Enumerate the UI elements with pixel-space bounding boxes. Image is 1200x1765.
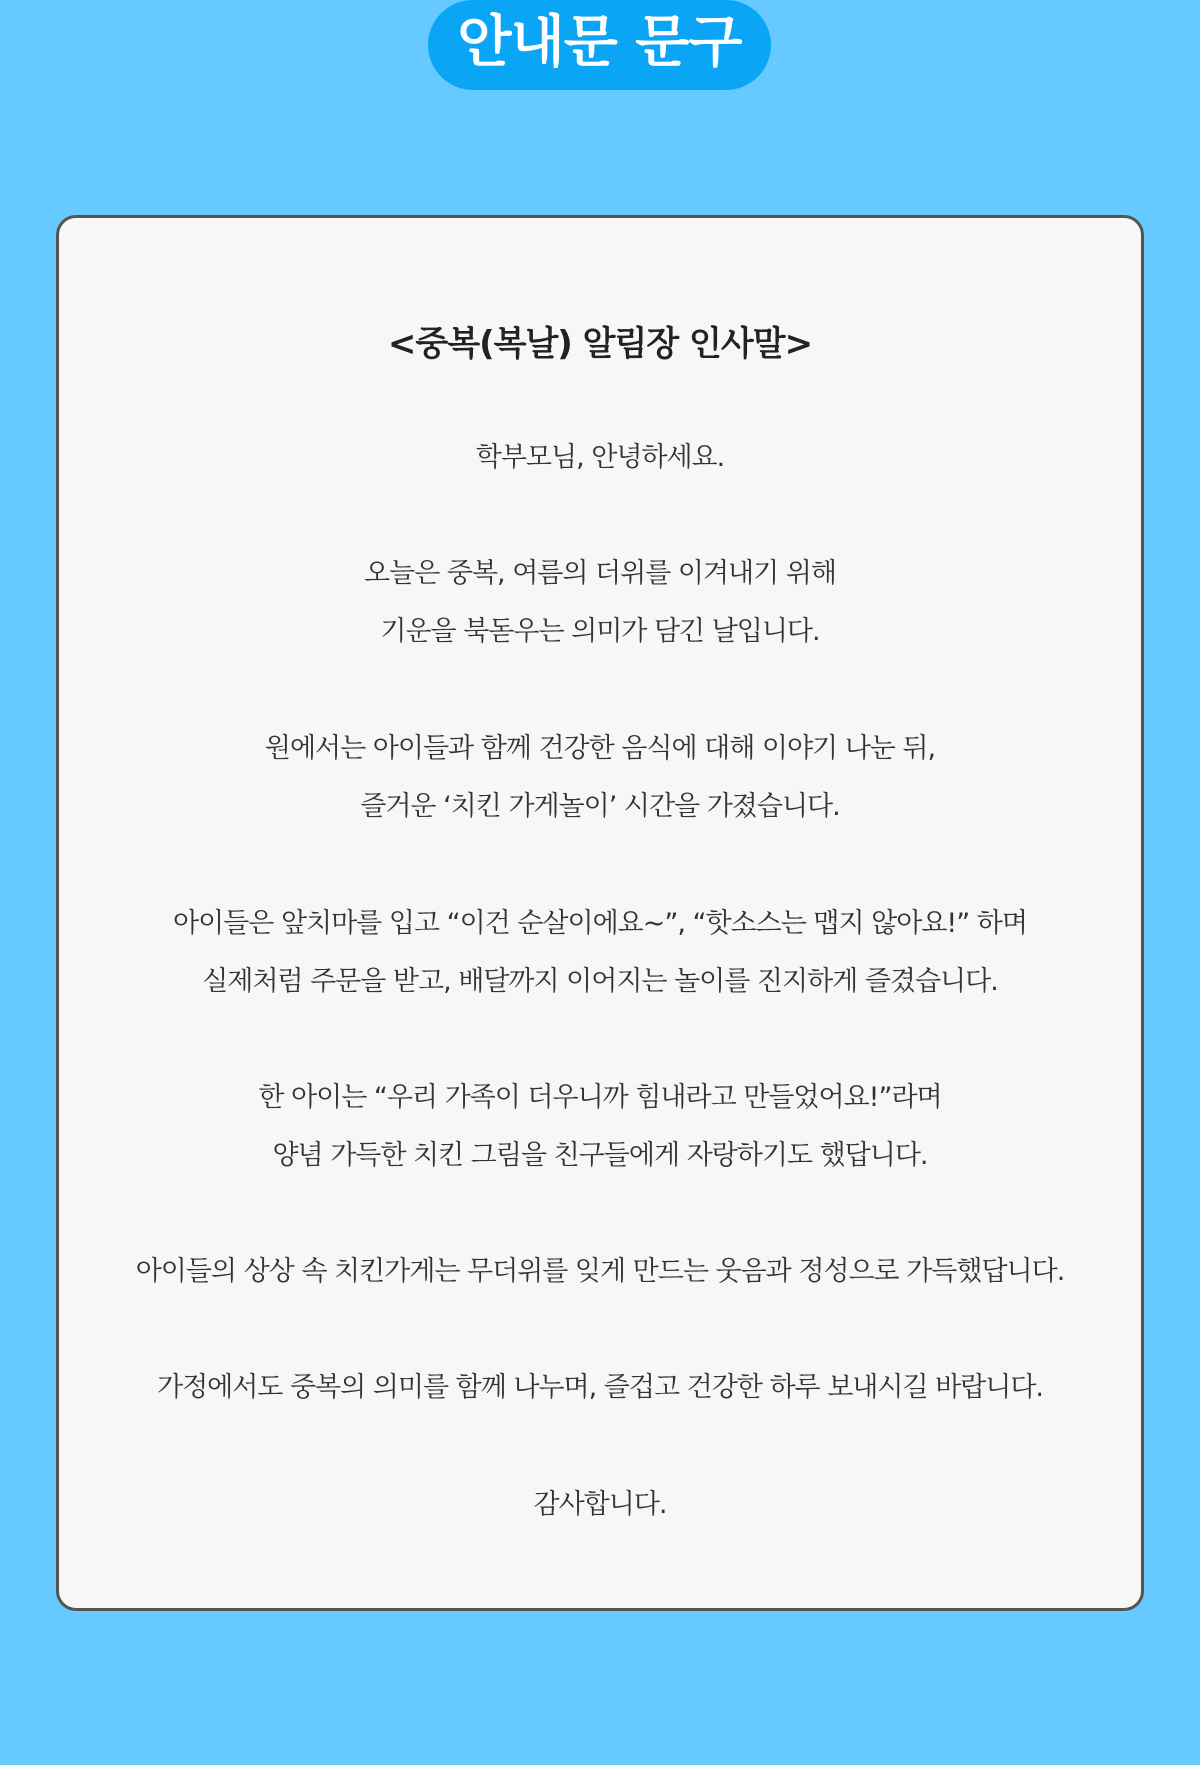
notice-line: 즐거운 ‘치킨 가게놀이’ 시간을 가졌습니다. xyxy=(360,791,840,822)
notice-line: 아이들은 앞치마를 입고 “이건 순살이에요~”, “핫소스는 맵지 않아요!” 하며 xyxy=(173,908,1027,939)
notice-line: 원에서는 아이들과 함께 건강한 음식에 대해 이야기 나눈 뒤, xyxy=(264,733,936,764)
header-pill xyxy=(428,0,771,90)
notice-card xyxy=(56,215,1144,1611)
notice-line: 양념 가득한 치킨 그림을 친구들에게 자랑하기도 했답니다. xyxy=(272,1140,928,1171)
notice-title: <중복(복날) 알림장 인사말> xyxy=(387,324,813,364)
notice-line-closing: 감사합니다. xyxy=(533,1489,667,1520)
notice-line: 가정에서도 중복의 의미를 함께 나누며, 즐겁고 건강한 하루 보내시길 바랍니다. xyxy=(156,1372,1044,1403)
notice-line: 기운을 북돋우는 의미가 담긴 날입니다. xyxy=(380,616,820,647)
notice-line: 실제처럼 주문을 받고, 배달까지 이어지는 놀이를 진지하게 즐겼습니다. xyxy=(202,966,998,997)
notice-line-greeting: 학부모님, 안녕하세요. xyxy=(475,442,725,473)
header-title: 안내문 문구 xyxy=(457,10,742,75)
notice-line: 한 아이는 “우리 가족이 더우니까 힘내라고 만들었어요!”라며 xyxy=(258,1082,942,1113)
notice-line: 오늘은 중복, 여름의 더위를 이겨내기 위해 xyxy=(364,558,836,589)
notice-line: 아이들의 상상 속 치킨가게는 무더위를 잊게 만드는 웃음과 정성으로 가득했답니다. xyxy=(135,1256,1065,1287)
